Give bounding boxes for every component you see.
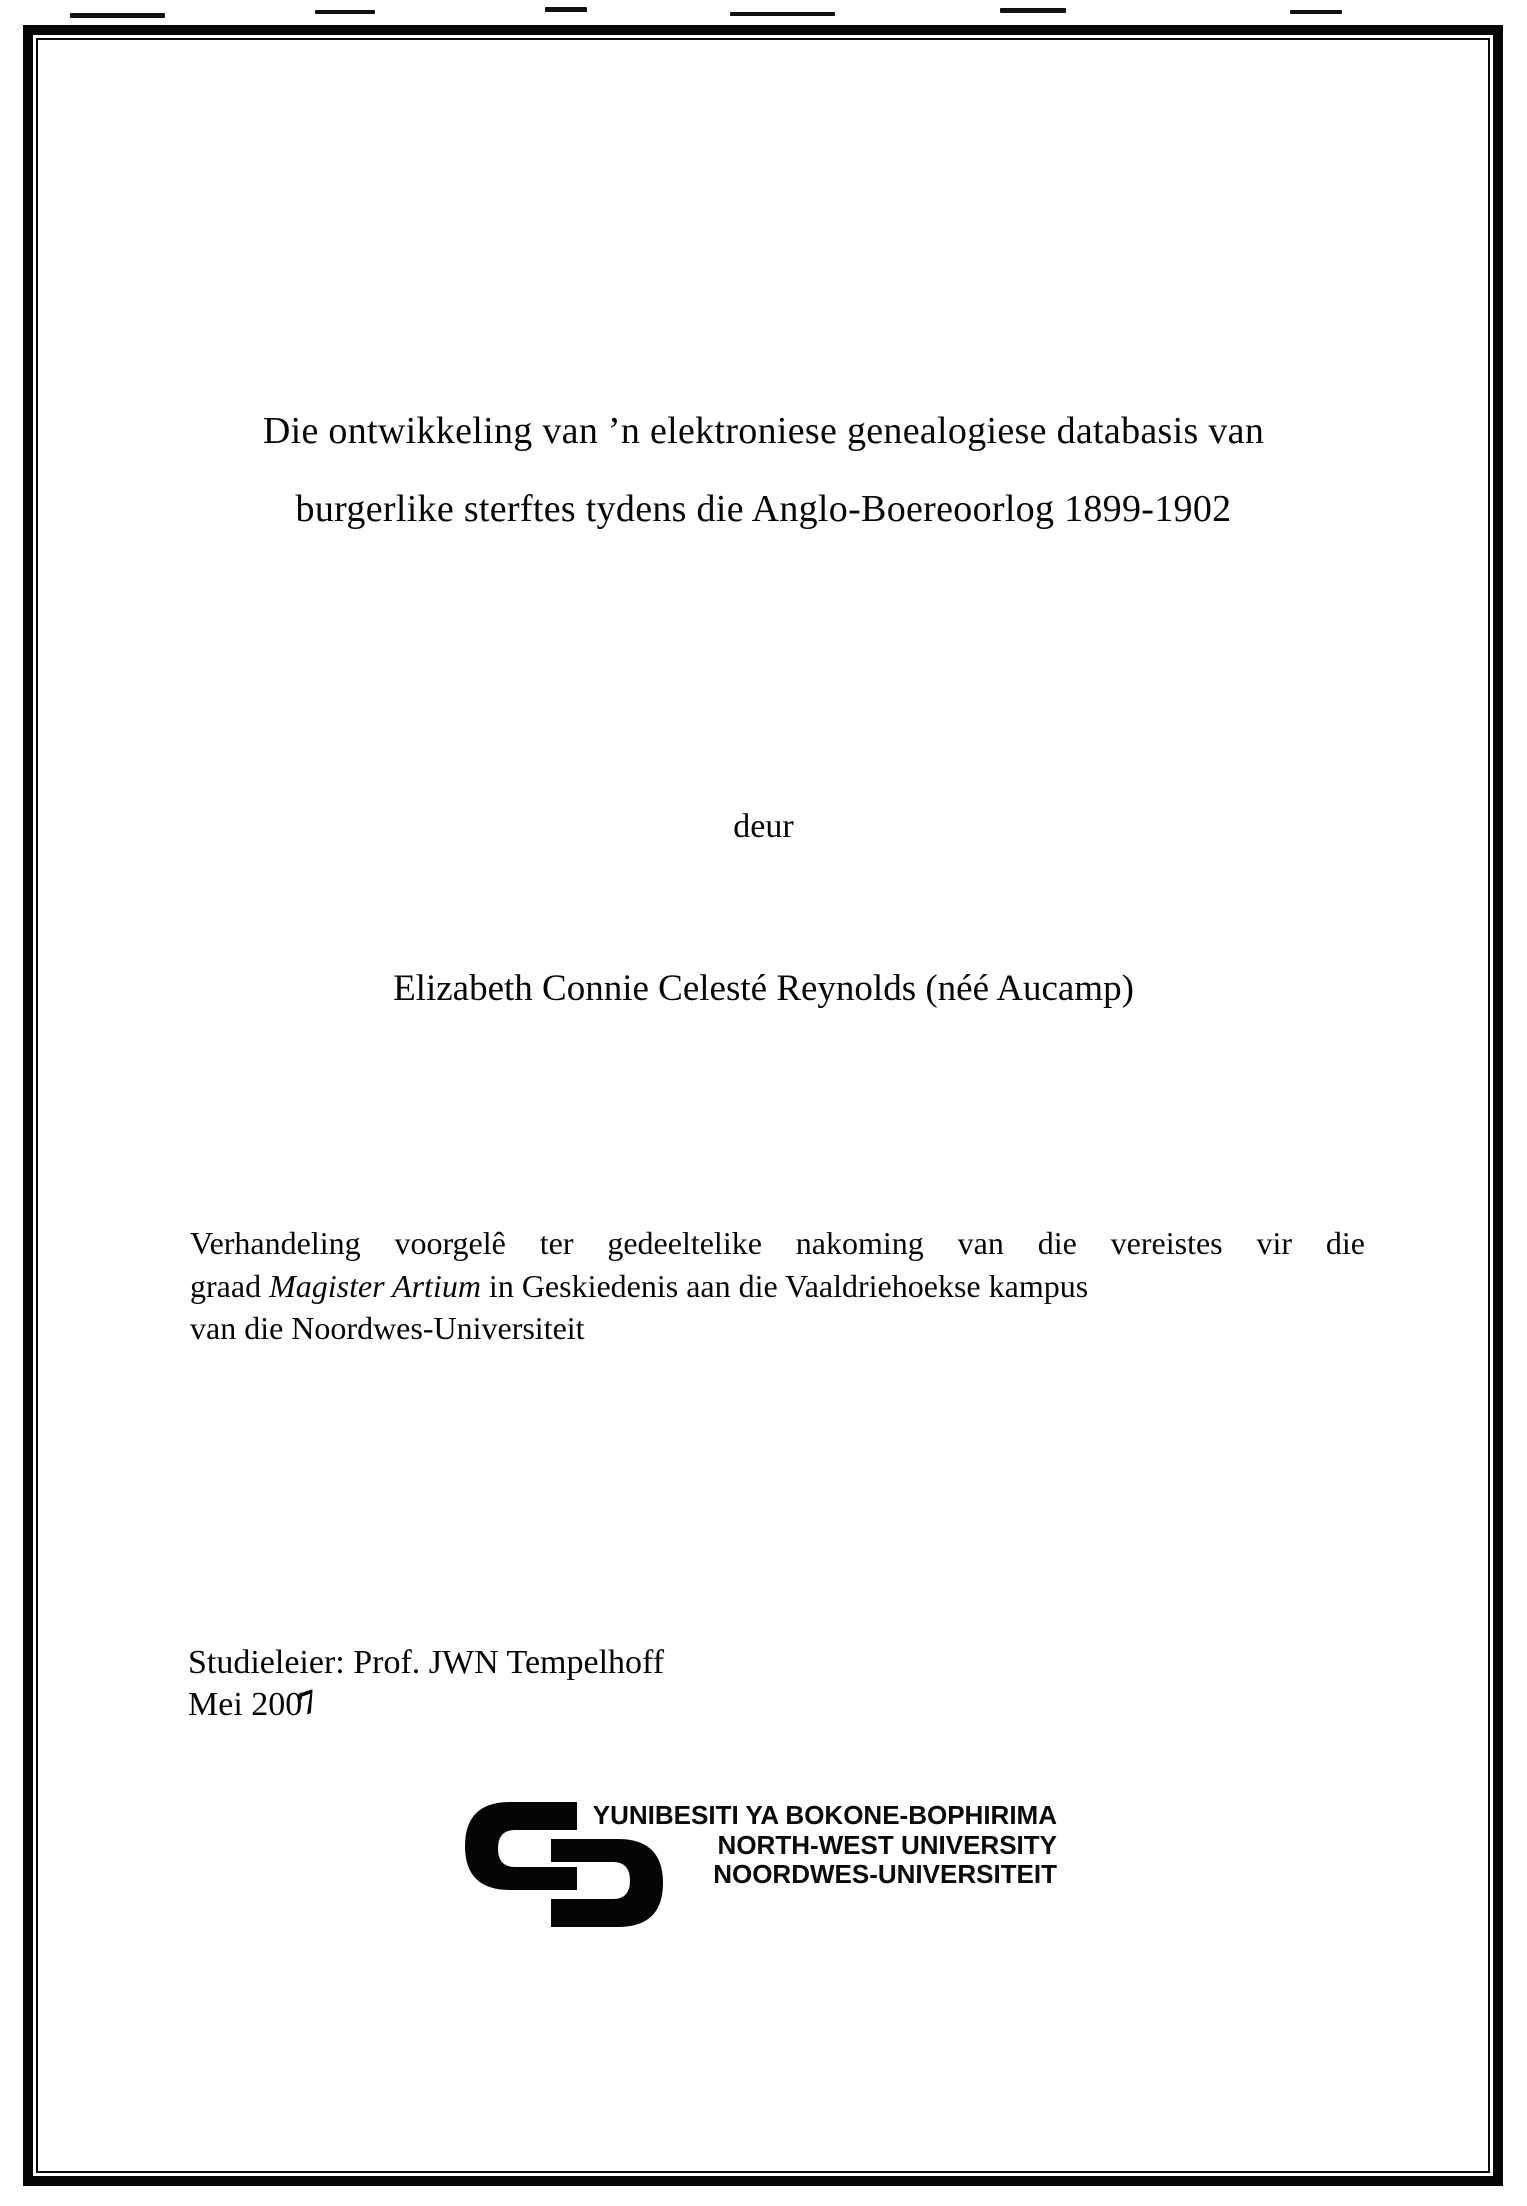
degree-name: Magister Artium bbox=[269, 1267, 481, 1304]
scan-artifact bbox=[1290, 10, 1342, 14]
university-logo-text bbox=[560, 1801, 1057, 1890]
statement-line-2-suffix: in Geskiedenis aan die Vaaldriehoekse kampus bbox=[480, 1267, 1089, 1304]
statement-line-3: van die Noordwes-Universiteit bbox=[190, 1310, 585, 1346]
date-line bbox=[188, 1684, 664, 1726]
logo-line-afrikaans: NOORDWES-UNIVERSITEIT bbox=[713, 1859, 1057, 1889]
scan-artifact bbox=[545, 7, 587, 12]
statement-line-2 bbox=[190, 1265, 1365, 1308]
title-line-1: Die ontwikkeling van ’n elektroniese genealogiese databasis van bbox=[262, 410, 1265, 452]
date-prefix: Mei 200 bbox=[188, 1686, 303, 1723]
supervisor-block bbox=[188, 1642, 664, 1726]
scan-artifact bbox=[1000, 8, 1066, 13]
supervisor-line: Studieleier: Prof. JWN Tempelhoff bbox=[188, 1644, 665, 1681]
scan-artifact bbox=[70, 13, 165, 18]
scan-artifact bbox=[730, 12, 835, 16]
logo-line-setswana: YUNIBESITI YA BOKONE-BOPHIRIMA bbox=[592, 1800, 1057, 1830]
thesis-title bbox=[60, 392, 1467, 548]
statement-line-1: Verhandeling voorgelê ter gedeeltelike nakoming van die vereistes vir die bbox=[190, 1225, 1365, 1261]
logo-line-english: NORTH-WEST UNIVERSITY bbox=[717, 1829, 1057, 1860]
author-name: Elizabeth Connie Celesté Reynolds (néé Aucamp) bbox=[393, 968, 1134, 1009]
date-last-digit: 7 bbox=[294, 1682, 323, 1724]
byline: deur bbox=[733, 808, 794, 845]
degree-statement bbox=[190, 1222, 1365, 1350]
statement-line-2-prefix: graad bbox=[190, 1267, 270, 1304]
title-line-2: burgerlike sterftes tydens die Anglo-Boereoorlog 1899-1902 bbox=[295, 488, 1232, 530]
scan-artifact bbox=[315, 10, 375, 14]
